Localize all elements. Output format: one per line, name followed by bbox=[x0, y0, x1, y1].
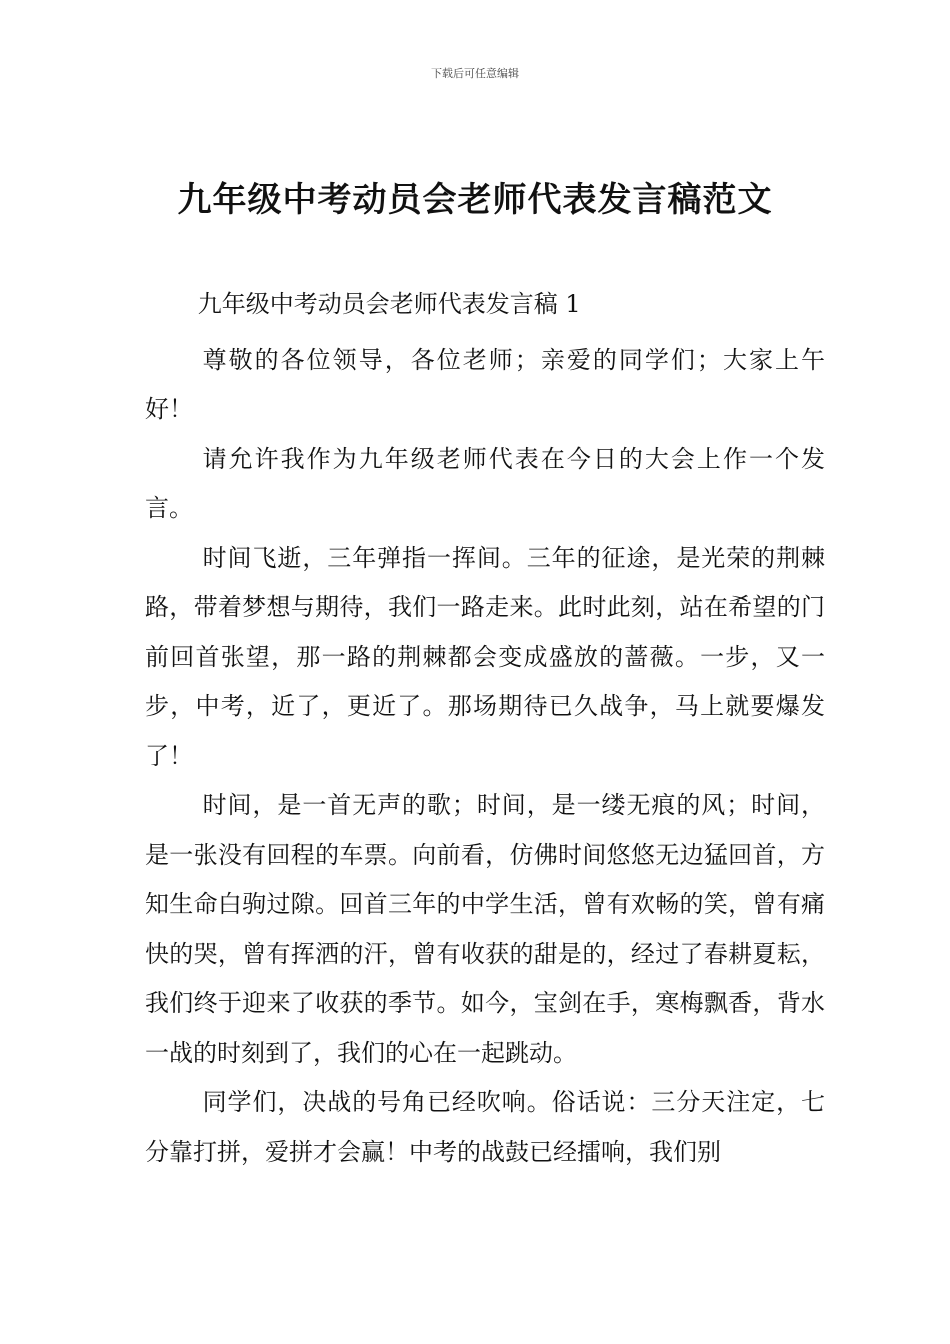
page-header-note: 下载后可任意编辑 bbox=[431, 67, 519, 80]
document-title: 九年级中考动员会老师代表发言稿范文 bbox=[177, 180, 773, 220]
paragraph-intro: 请允许我作为九年级老师代表在今日的大会上作一个发言。 bbox=[145, 444, 825, 522]
paragraph-time-flies: 时间飞逝，三年弹指一挥间。三年的征途，是光荣的荆棘路，带着梦想与期待，我们一路走来。此时此刻，站在希望的门前回首张望，那一路的荆棘都会变成盛放的蔷薇。一步，又一步，中考，近了，更近了。那场期待已久战争，马上就要爆发了！ bbox=[145, 543, 825, 770]
section-heading: 九年级中考动员会老师代表发言稿 1 bbox=[197, 290, 581, 318]
paragraph-greeting: 尊敬的各位领导，各位老师；亲爱的同学们；大家上午好！ bbox=[145, 345, 825, 423]
paragraph-time-song: 时间，是一首无声的歌；时间，是一缕无痕的风；时间，是一张没有回程的车票。向前看，仿佛时间悠悠无边猛回首，方知生命白驹过隙。回首三年的中学生活，曾有欢畅的笑，曾有痛快的哭，曾有挥洒的汗，曾有收获的甜是的，经过了春耕夏耘，我们终于迎来了收获的季节。如今，宝剑在手，寒梅飘香，背水一战的时刻到了，我们的心在一起跳动。 bbox=[145, 791, 825, 1067]
document-body bbox=[145, 280, 825, 1177]
paragraph-battle-horn: 同学们，决战的号角已经吹响。俗话说：三分天注定，七分靠打拼，爱拼才会赢！中考的战鼓已经擂响，我们别 bbox=[145, 1088, 825, 1166]
